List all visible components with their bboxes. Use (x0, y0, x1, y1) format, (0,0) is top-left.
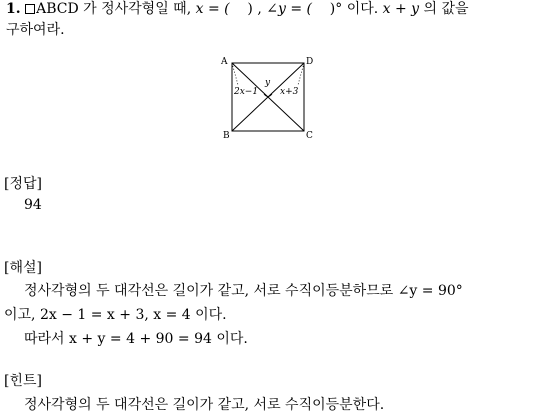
answer-heading: [정답] (4, 176, 42, 192)
question-mid: ) , ∠ (247, 1, 278, 17)
right-expression: x+3 (280, 87, 299, 97)
question-line-2: 구하여라. (6, 22, 65, 38)
left-expression: 2x−1 (234, 87, 259, 97)
explanation-line-1: 정사각형의 두 대각선은 길이가 같고, 서로 수직이등분하므로 ∠y = 90° (24, 283, 463, 299)
square-figure (218, 52, 318, 142)
hint-heading: [힌트] (4, 373, 42, 389)
vertex-a-label: A (221, 57, 228, 67)
question-line-1 (6, 0, 469, 18)
x-label: x = ( (195, 1, 230, 17)
hint-line-1: 정사각형의 두 대각선은 길이가 같고, 서로 수직이등분한다. (24, 397, 385, 413)
question-end: 의 값을 (419, 1, 469, 17)
explanation-heading: [해설] (4, 260, 42, 276)
explanation-line-3: 따라서 x + y = 4 + 90 = 94 이다. (24, 331, 248, 347)
vertex-d-label: D (306, 57, 314, 67)
answer-value: 94 (24, 197, 42, 213)
angle-y-label: y (265, 78, 271, 88)
square-symbol-icon (25, 4, 35, 14)
y-label: y = ( (277, 1, 312, 17)
question-tail: )° 이다. (329, 1, 383, 17)
vertex-c-label: C (306, 131, 313, 141)
question-text-a: ABCD 가 정사각형일 때, (36, 1, 196, 17)
vertex-b-label: B (223, 131, 230, 141)
question-number: 1. (6, 1, 21, 17)
question-xy: x + y (382, 1, 420, 17)
explanation-line-2: 이고, 2x − 1 = x + 3, x = 4 이다. (4, 307, 227, 323)
